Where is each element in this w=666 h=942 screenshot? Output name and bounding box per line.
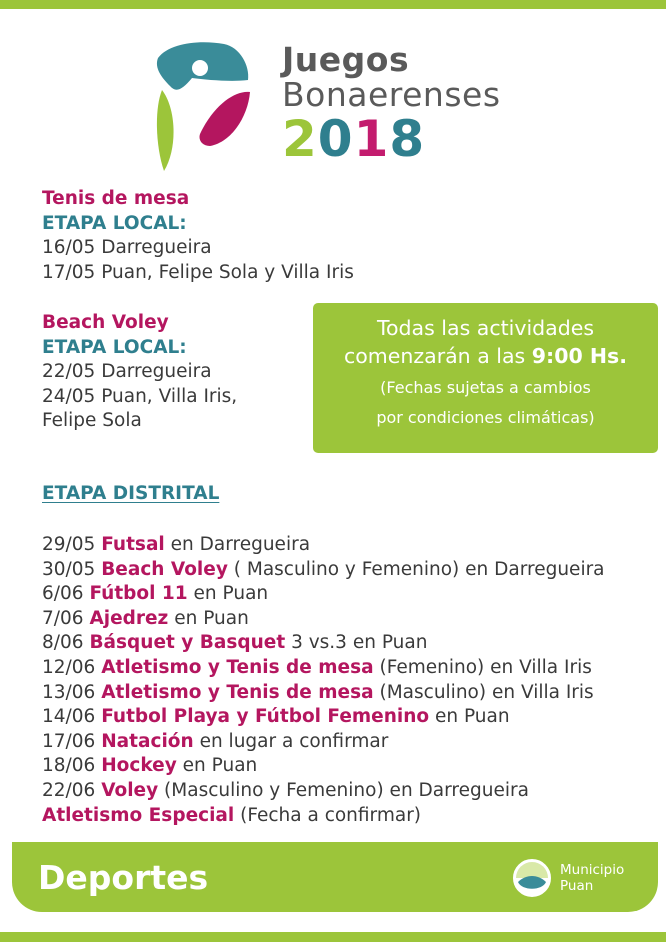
distrital-schedule	[42, 533, 605, 828]
logo-title-juegos: Juegos	[282, 40, 410, 79]
row-detail: en Puan	[187, 583, 269, 605]
row-date: 18/06	[42, 755, 102, 777]
row-detail: 3 vs.3 en Puan	[285, 632, 428, 654]
row-sport: Beach Voley	[101, 558, 228, 580]
row-sport: Natación	[101, 730, 194, 752]
row-date: 22/06	[42, 779, 102, 801]
notice-line: (Fechas sujetas a cambios	[380, 378, 591, 397]
footer-title: Deportes	[38, 858, 209, 897]
row-sport: Básquet y Basquet	[89, 632, 286, 654]
row-sport: Futbol Playa y Fútbol Femenino	[101, 706, 430, 728]
row-sport: Fútbol 11	[89, 583, 188, 605]
start-time-notice	[313, 303, 658, 453]
logo-wordmark	[282, 40, 501, 168]
row-date: 13/06	[42, 681, 102, 703]
logo-year-digit: 0	[317, 110, 354, 168]
row-detail: (Masculino) en Villa Iris	[373, 681, 594, 703]
row-sport: Ajedrez	[89, 607, 169, 629]
juegos-bonaerenses-logo-icon	[152, 38, 252, 173]
municipio-logo-icon	[512, 858, 552, 898]
notice-line: por condiciones climáticas)	[376, 408, 595, 427]
row-detail: (Fecha a confirmar)	[234, 804, 422, 826]
row-date: 14/06	[42, 706, 102, 728]
schedule-row	[42, 631, 605, 656]
row-sport: Atletismo Especial	[42, 804, 235, 826]
schedule-line: 24/05 Puan, Villa Iris,	[42, 385, 238, 407]
row-date: 17/06	[42, 730, 102, 752]
sport-title: Beach Voley	[42, 312, 169, 333]
municipio-line: Municipio	[560, 862, 625, 878]
notice-start-time: 9:00 Hs.	[531, 344, 628, 368]
row-sport: Futsal	[101, 534, 165, 555]
logo-title-bonaerenses: Bonaerenses	[282, 75, 501, 114]
row-detail: en lugar a confirmar	[193, 730, 389, 752]
schedule-line: Felipe Sola	[42, 410, 142, 431]
logo-year-digit: 1	[353, 110, 390, 168]
row-date: 29/05	[42, 534, 102, 555]
row-date: 30/05	[42, 558, 102, 580]
logo-year-digit: 8	[389, 110, 426, 168]
row-date: 7/06	[42, 607, 90, 629]
schedule-row	[42, 607, 605, 632]
row-date: 8/06	[42, 632, 90, 654]
row-detail: en Darregueira	[164, 534, 311, 555]
notice-line: Todas las actividades	[376, 316, 595, 340]
schedule-row	[42, 681, 605, 706]
row-sport: Atletismo y Tenis de mesa	[101, 656, 374, 678]
schedule-row	[42, 705, 605, 730]
bottom-green-bar	[0, 932, 666, 942]
row-sport: Atletismo y Tenis de mesa	[101, 681, 374, 703]
schedule-row	[42, 656, 605, 681]
logo-year	[282, 110, 501, 168]
schedule-line: 16/05 Darregueira	[42, 237, 212, 258]
municipio-puan-label	[560, 862, 624, 894]
schedule-row	[42, 730, 605, 755]
schedule-line: 17/05 Puan, Felipe Sola y Villa Iris	[42, 261, 354, 283]
tenis-local-section	[42, 187, 354, 285]
beach-local-section	[42, 311, 237, 434]
schedule-row	[42, 582, 605, 607]
row-sport: Voley	[101, 779, 159, 801]
schedule-row	[42, 754, 605, 779]
row-detail: en Puan	[429, 706, 510, 728]
stage-title: ETAPA LOCAL:	[42, 336, 187, 358]
notice-text: comenzarán a las	[343, 344, 532, 368]
schedule-row	[42, 804, 605, 829]
top-green-bar	[0, 0, 666, 9]
schedule-row	[42, 779, 605, 804]
notice-line	[313, 343, 658, 370]
row-detail: en Puan	[176, 755, 258, 777]
row-sport: Hockey	[101, 755, 177, 777]
row-detail: (Femenino) en Villa Iris	[373, 656, 592, 678]
stage-title: ETAPA LOCAL:	[42, 212, 187, 234]
logo-year-digit: 2	[282, 110, 318, 168]
schedule-row	[42, 533, 605, 558]
row-detail: (Masculino y Femenino) en Darregueira	[158, 779, 529, 801]
sport-title: Tenis de mesa	[42, 188, 190, 209]
schedule-row	[42, 558, 605, 583]
distrital-title: ETAPA DISTRITAL	[42, 483, 220, 504]
row-detail: en Puan	[168, 607, 249, 629]
row-date: 12/06	[42, 656, 102, 678]
row-date: 6/06	[42, 583, 90, 605]
schedule-line: 22/05 Darregueira	[42, 361, 212, 382]
row-detail: ( Masculino y Femenino) en Darregueira	[227, 558, 605, 580]
municipio-line: Puan	[560, 878, 594, 894]
